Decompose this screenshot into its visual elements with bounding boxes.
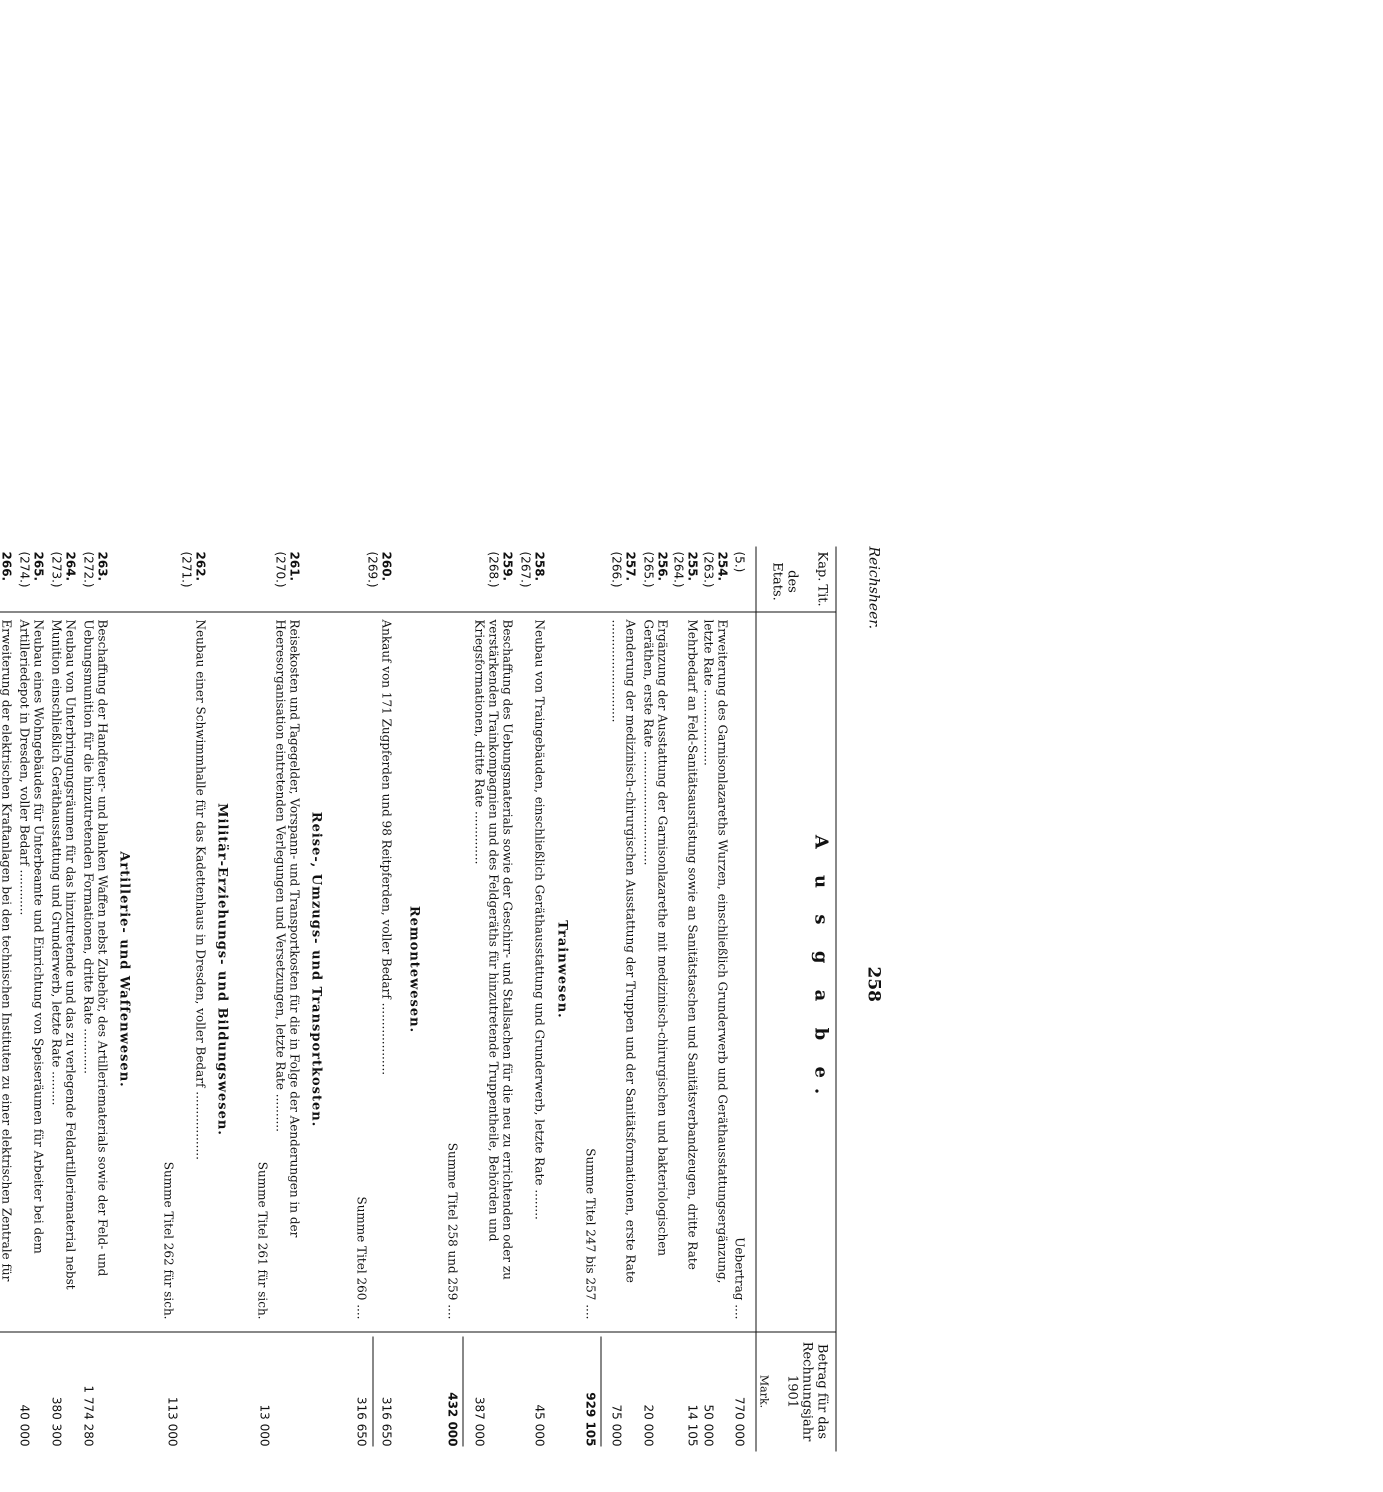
title-amount: 75 000 bbox=[609, 1404, 624, 1447]
title-old-number: (269.) bbox=[365, 551, 380, 588]
title-amount: 45 000 bbox=[532, 1404, 547, 1447]
title-old-number: (267.) bbox=[518, 551, 533, 588]
title-amount: 380 300 bbox=[49, 1396, 64, 1447]
title-amount: 20 000 bbox=[641, 1404, 656, 1447]
section-heading-train: Trainwesen. bbox=[554, 920, 570, 1019]
title-old-number: (274.) bbox=[17, 551, 32, 588]
title-description: Neubau von Traingebäuden, einschließlich Geräthausstattung und Grunderwerb, letzte Rate ........ bbox=[532, 619, 547, 1220]
title-number: 263. bbox=[95, 551, 110, 582]
sum-line: Summe Titel 261 für sich. bbox=[255, 1161, 270, 1320]
title-old-number: (271.) bbox=[179, 551, 194, 588]
title-old-number: (265.) bbox=[641, 551, 656, 588]
ausgabe-heading: A u s g a b e. bbox=[810, 834, 832, 1105]
title-description: Ergänzung der Ausstattung der Garnisonlazarethe mit medizinisch-chirurgischen und bakteriologischen Geräthen, erste Rate .............................. bbox=[641, 619, 670, 1257]
sum-line: Summe Titel 260 .... bbox=[354, 1196, 369, 1320]
header-rule bbox=[756, 547, 757, 1452]
section-heading-remonte: Remontewesen. bbox=[406, 905, 422, 1034]
unit-mark: Mark. bbox=[757, 1374, 771, 1409]
title-number: 258. bbox=[532, 551, 547, 582]
sum-amount: 316 650 bbox=[354, 1396, 369, 1447]
title-number: 261. bbox=[287, 551, 302, 582]
title-old-number: (266.) bbox=[609, 551, 624, 588]
title-description: Ankauf von 171 Zugpferden und 98 Reitpferden, voller Bedarf ................... bbox=[379, 619, 394, 1076]
title-old-number: (268.) bbox=[486, 551, 501, 588]
title-amount: 40 000 bbox=[17, 1404, 32, 1447]
title-number: 255. bbox=[685, 551, 700, 582]
title-number: 254. bbox=[715, 551, 730, 582]
title-description: Reisekosten und Tagegelder, Vorspann- und Transportkosten für die in Folge der Aenderungen in der Heeresorganisation eintretenden Verlegungen und Versetzungen, letzte Rate .......... bbox=[273, 619, 302, 1238]
title-number: 256. bbox=[655, 551, 670, 582]
title-amount: 14 105 bbox=[685, 1404, 700, 1447]
running-title: Reichsheer. bbox=[865, 546, 882, 630]
title-description: Neubau einer Schwimmhalle für das Kadettenhaus in Dresden, voller Bedarf .................. bbox=[193, 619, 208, 1160]
carry-label: Uebertrag .... bbox=[732, 1237, 747, 1320]
column-divider bbox=[0, 1332, 837, 1333]
title-number: 264. bbox=[63, 551, 78, 582]
title-description: Beschaffung des Uebungsmaterials sowie der Geschirr- und Stallsachen für die neu zu errichtenden oder zu verstärkenden Trainkompagnien und des Feldgeräths für hinzutretende Truppentheile, Behörden und Kriegsformationen, dritte Rate .............. bbox=[472, 619, 515, 1280]
title-amount: 316 650 bbox=[379, 1396, 394, 1447]
sum-rule bbox=[463, 1337, 464, 1447]
section-heading-reise: Reise-, Umzugs- und Transportkosten. bbox=[308, 811, 324, 1128]
title-amount: 50 000 bbox=[701, 1404, 716, 1447]
title-description: Erweiterung der elektrischen Kraftanlagen bei den technischen Instituten zu einer elektrischen Zentrale für bbox=[0, 619, 14, 1282]
page-number: 258 bbox=[863, 966, 884, 1002]
title-number: 262. bbox=[193, 551, 208, 582]
title-amount: 13 000 bbox=[257, 1404, 272, 1447]
title-amount: 387 000 bbox=[472, 1396, 487, 1447]
carry-amount: 770 000 bbox=[732, 1396, 747, 1447]
title-description: Neubau eines Wohngebäudes für Unterbeamte und Einrichtung von Speiseräumen für Arbeiter bei dem Artilleriedepot in Dresden, voller Bedarf ............ bbox=[17, 619, 46, 1254]
sum-amount: 929 105 bbox=[583, 1392, 598, 1447]
title-amount: 113 000 bbox=[165, 1396, 180, 1447]
sum-amount: 432 000 bbox=[445, 1392, 460, 1447]
sum-rule bbox=[601, 1337, 602, 1447]
kap-head: Kap. bbox=[814, 551, 830, 582]
title-description: Aenderung der medizinisch-chirurgischen Ausstattung der Truppen und der Sanitätsformationen, erste Rate ........................... bbox=[609, 619, 638, 1283]
title-amount: 1 774 280 bbox=[81, 1385, 96, 1447]
title-description: Erweiterung des Garnisonlazareths Wurzen, einschließlich Grunderwerb und Geräthausstattungsergänzung, letzte Rate .................... bbox=[701, 619, 730, 1284]
title-description: Beschaffung der Handfeuer- und blanken Waffen nebst Zubehör, des Artilleriematerials sowie der Feld- und Uebungsmunition für die hinzutretenden Formationen, dritte Rate ............ bbox=[81, 619, 110, 1277]
amount-head: Betrag für das Rechnungsjahr 1901 bbox=[784, 1341, 830, 1442]
chapter-number: (5.) bbox=[732, 551, 747, 573]
title-number: 265. bbox=[31, 551, 46, 582]
section-heading-militaer: Militär-Erziehungs- und Bildungswesen. bbox=[214, 803, 230, 1136]
title-old-number: (263.) bbox=[701, 551, 716, 588]
tit-head: Tit. bbox=[814, 584, 830, 607]
sum-line: Summe Titel 262 für sich. bbox=[161, 1161, 176, 1320]
title-old-number: (273.) bbox=[49, 551, 64, 588]
sum-rule bbox=[373, 1337, 374, 1447]
rotated-page bbox=[0, 492, 892, 1492]
section-heading-artillerie: Artillerie- und Waffenwesen. bbox=[116, 851, 132, 1088]
title-number: 259. bbox=[500, 551, 515, 582]
column-divider bbox=[0, 612, 837, 613]
title-old-number: (270.) bbox=[273, 551, 288, 588]
title-number: 260. bbox=[379, 551, 394, 582]
title-number: 257. bbox=[623, 551, 638, 582]
title-description: Neubau von Unterbringungsräumen für das hinzutretende und das zu verlegende Feldartilleriematerial nebst Munition einschließlich Geräthausstattung und Grunderwerb, letzte Rate ......... bbox=[49, 619, 78, 1290]
title-description: Mehrbedarf an Feld-Sanitätsausrüstung sowie an Sanitätstaschen und Sanitätsverbandzeugen, dritte Rate bbox=[685, 619, 700, 1270]
title-number: 266. bbox=[0, 551, 14, 582]
sum-line: Summe Titel 247 bis 257 .... bbox=[583, 1148, 598, 1320]
sum-line: Summe Titel 258 und 259 .... bbox=[445, 1142, 460, 1320]
title-old-number: (264.) bbox=[671, 551, 686, 588]
des-etats-head: des Etats. bbox=[769, 562, 800, 601]
title-old-number: (272.) bbox=[81, 551, 96, 588]
